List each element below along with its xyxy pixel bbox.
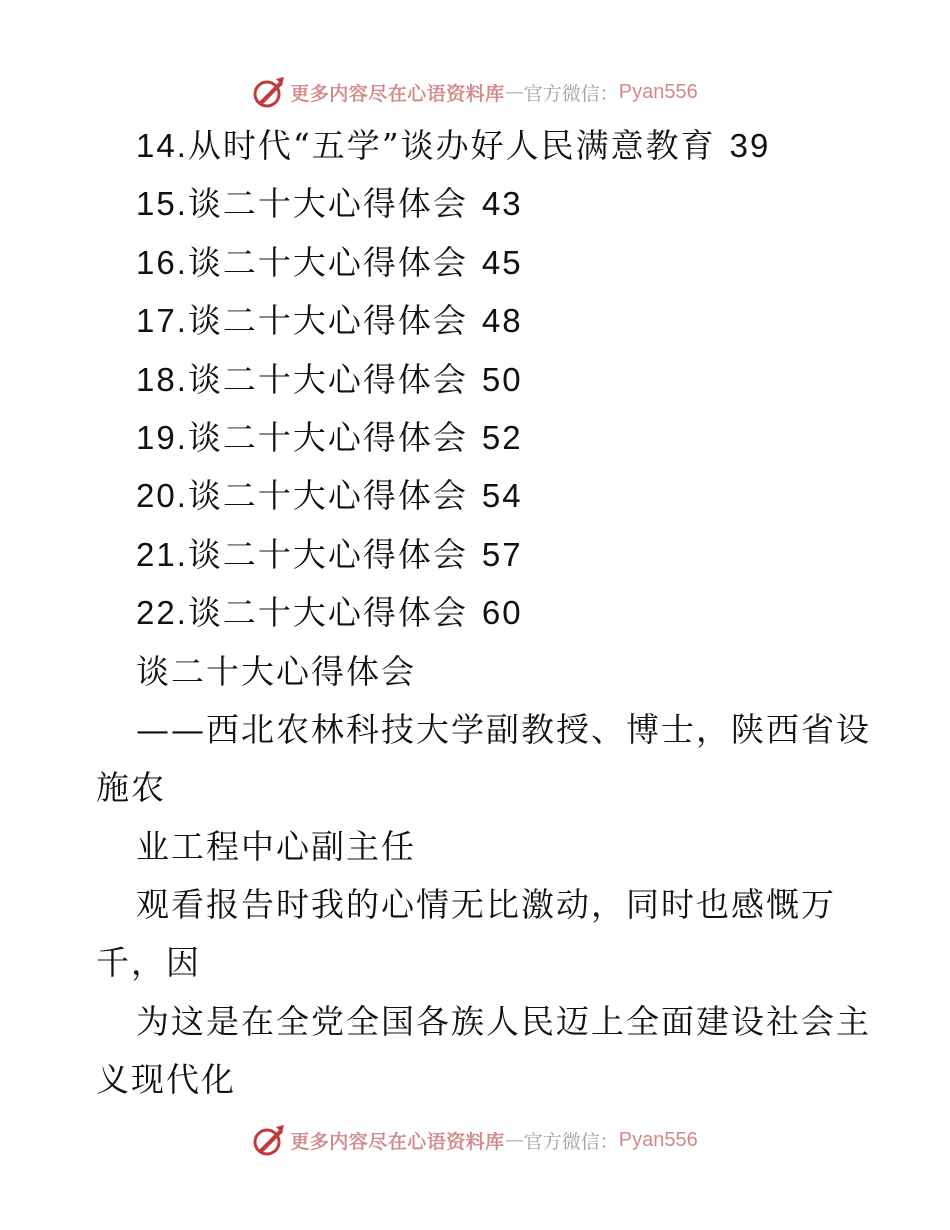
body-paragraph-line: 观看报告时我的心情无比激动，同时也感慨万 — [136, 885, 836, 925]
toc-entry — [96, 234, 866, 292]
toc-title: 谈二十大心得体会 — [187, 242, 468, 282]
toc-number: 19. — [136, 418, 188, 456]
author-line: 业工程中心副主任 — [136, 826, 416, 866]
toc-page: 57 — [481, 535, 523, 573]
toc-page: 48 — [481, 302, 523, 340]
toc-title: 谈二十大心得体会 — [187, 476, 468, 516]
watermark-text: 更多内容尽在心语资料库 — [290, 1130, 505, 1153]
toc-number: 16. — [136, 243, 188, 281]
watermark-id: Pyan556 — [618, 1128, 698, 1151]
footer-watermark — [0, 1120, 950, 1160]
toc-title: 谈二十大心得体会 — [187, 417, 468, 457]
author-line: 施农 — [96, 768, 166, 808]
toc-entry — [96, 584, 866, 642]
toc-entry — [96, 175, 866, 233]
toc-number: 18. — [136, 360, 188, 398]
page-content — [96, 117, 871, 1110]
article-title: 谈二十大心得体会 — [136, 651, 416, 691]
watermark-text: 更多内容尽在心语资料库 — [290, 82, 505, 105]
toc-page: 54 — [481, 477, 523, 515]
toc-title: 谈二十大心得体会 — [187, 359, 468, 399]
toc-page: 50 — [481, 360, 523, 398]
watermark-dash: — — [504, 81, 524, 103]
watermark-id: Pyan556 — [618, 80, 698, 103]
watermark-label: 官方微信： — [523, 82, 619, 105]
toc-title: 谈二十大心得体会 — [187, 301, 468, 341]
toc-entry — [96, 351, 866, 409]
quill-logo-icon — [252, 1123, 286, 1157]
toc-number: 15. — [136, 185, 188, 223]
toc-title: 谈二十大心得体会 — [187, 593, 468, 633]
toc-entry — [96, 117, 866, 175]
toc-number: 22. — [136, 594, 188, 632]
quill-logo-icon — [252, 75, 286, 109]
header-watermark — [0, 72, 950, 112]
watermark-dash: — — [504, 1129, 524, 1151]
toc-page: 43 — [481, 185, 523, 223]
author-line: ——西北农林科技大学副教授、博士，陕西省设 — [136, 709, 871, 749]
body-paragraph-line: 千，因 — [96, 943, 201, 983]
table-of-contents — [96, 117, 866, 643]
article — [96, 643, 871, 1110]
toc-entry — [96, 409, 866, 467]
toc-title: 谈二十大心得体会 — [187, 534, 468, 574]
toc-number: 21. — [136, 535, 188, 573]
toc-entry — [96, 526, 866, 584]
toc-number: 17. — [136, 302, 188, 340]
toc-number: 14. — [136, 127, 188, 164]
toc-page: 45 — [481, 243, 523, 281]
toc-title: 从时代“五学”谈办好人民满意教育 — [187, 126, 716, 165]
toc-entry — [96, 467, 866, 525]
toc-page: 39 — [729, 127, 771, 164]
toc-page: 52 — [481, 418, 523, 456]
toc-title: 谈二十大心得体会 — [187, 184, 468, 224]
toc-entry — [96, 292, 866, 350]
body-paragraph-line: 义现代化 — [96, 1060, 236, 1100]
body-paragraph-line: 为这是在全党全国各族人民迈上全面建设社会主 — [136, 1001, 871, 1041]
toc-page: 60 — [481, 594, 523, 632]
watermark-label: 官方微信： — [523, 1130, 619, 1153]
toc-number: 20. — [136, 477, 188, 515]
